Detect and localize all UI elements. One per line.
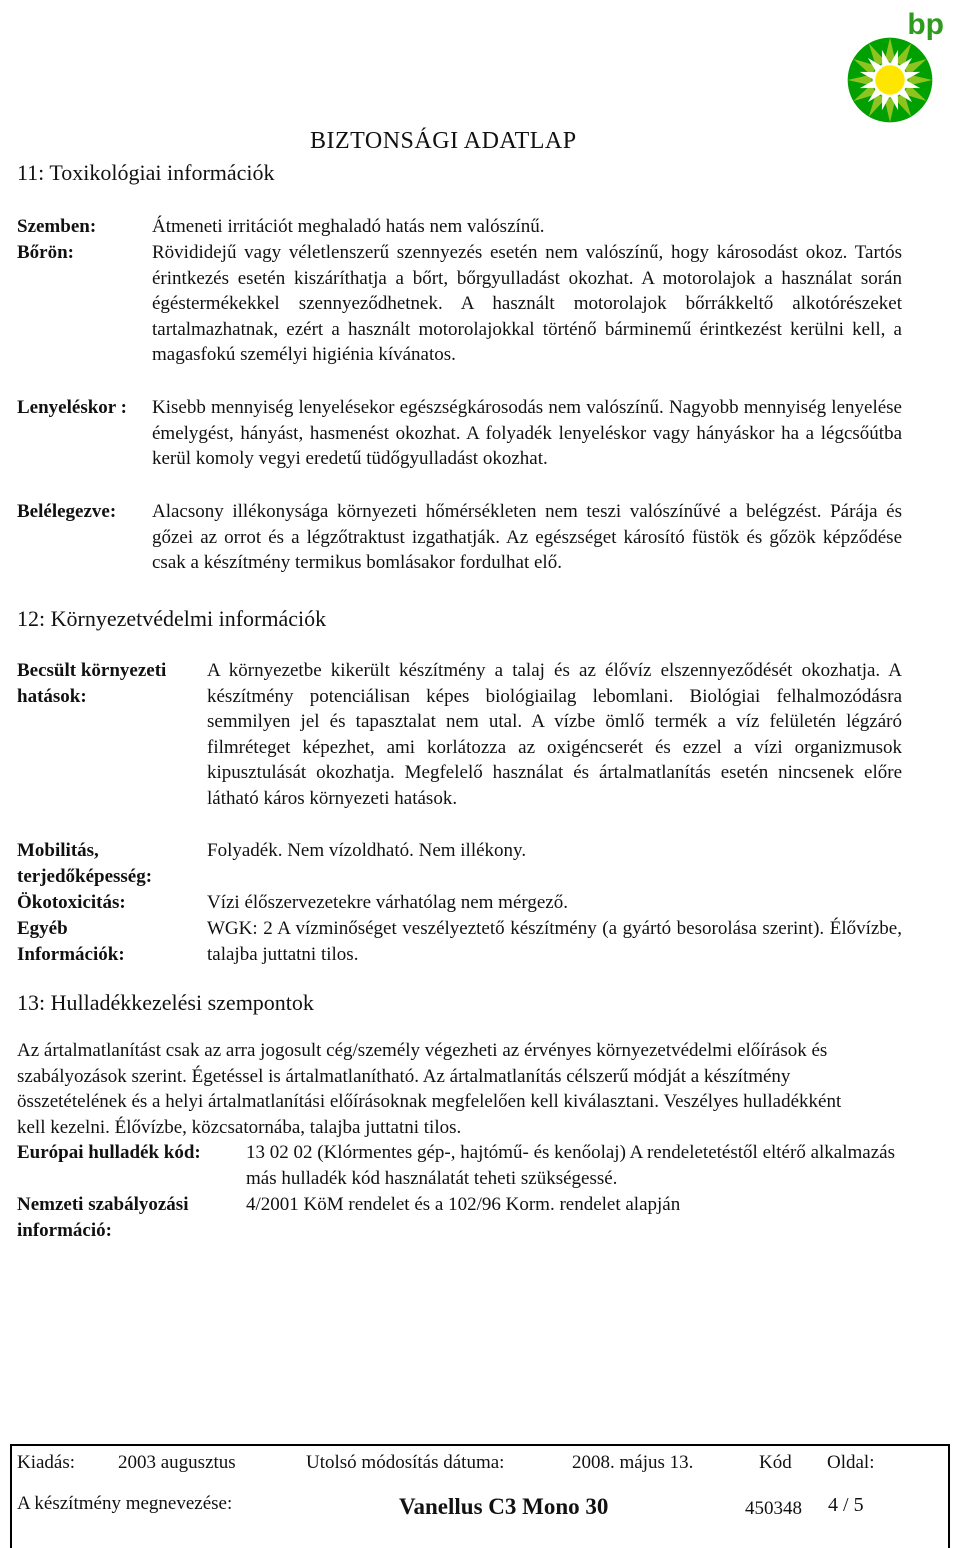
section-12-heading: 12: Környezetvédelmi információk [17,606,327,631]
text-okotoxicitas: Vízi élőszervezetekre várhatólag nem mérgező. [207,892,568,913]
label-belelegezve: Belélegezve: [17,501,117,522]
label-okotoxicitas: Ökotoxicitás: [17,892,126,913]
footer-page-number [828,1494,864,1517]
footer-right-rule [948,1444,950,1548]
document-title: BIZTONSÁGI ADATLAP [310,128,577,154]
footer-kod-value: 450348 [745,1498,802,1519]
section-13-paragraph: Az ártalmatlanítást csak az arra jogosult cég/személy végezheti az érvényes környezetvédelmi előírások és szabályozások szerint. Égetéssel is ártalmatlanítható. Az ártalmatlanítás célszerű módját a készítmény összetételének és a helyi ártalmatlanítási előírásoknak megfelelően kell kiválasztani. Veszélyes hulladékként kell kezelni. Élővízbe, közcsatornába, talajba juttatni tilos. [17,1040,842,1138]
helios-sunflower-icon [844,34,936,126]
section-11-heading: 11: Toxikológiai információk [17,160,275,185]
text-lenyeleskor: Kisebb mennyiség lenyelésekor egészségkárosodás nem valószínű. Nagyobb mennyiség lenyelése émelygést, hányást, hasmenést okozhat. A folyadék lenyeléskor vagy hányáskor ha a légcsőútba kerül komoly vegyi eredetű tüdőgyulladást okozhat. [152,397,902,469]
page-separator: / [843,1494,849,1516]
page-total: 5 [853,1494,864,1516]
label-szemben: Szemben: [17,216,97,237]
footer-kiadas-value: 2003 augusztus [118,1452,236,1473]
text-nemzeti: 4/2001 KöM rendelet és a 102/96 Korm. rendelet alapján [246,1194,681,1215]
brand-text: bp [907,8,944,41]
footer-top-rule [10,1444,950,1446]
label-nemzeti: Nemzeti szabályozási információ: [17,1194,189,1241]
footer-kiadas-label: Kiadás: [17,1452,76,1473]
page-current: 4 [828,1494,838,1516]
text-mobilitas: Folyadék. Nem vízoldható. Nem illékony. [207,840,527,861]
label-mobilitas: Mobilitás, terjedőképesség: [17,840,153,887]
label-europai-kod: Európai hulladék kód: [17,1142,201,1163]
label-egyeb: Egyéb Információk: [17,918,125,965]
footer-modositas-label: Utolsó módosítás dátuma: [306,1452,505,1473]
text-becsult: A környezetbe kikerült készítmény a talaj és az élővíz elszennyeződését okozhatja. A készítmény potenciálisan képes biológiailag lebomlani. Biológiai felhalmozódásra semmilyen jel és tapasztalat nem utal. A vízbe ömlő termék a víz felületén légzáró filmréteget képezhet, ami korlátozza az oxigéncserét és ezzel a vízi organizmusok kipusztulását okozhatja. Megfelelő használat és ártalmatlanítás esetén nincsenek előre látható káros környezeti hatások. [207,660,902,809]
bp-logo [838,8,950,126]
label-lenyeleskor: Lenyeléskor : [17,397,127,418]
text-boron: Rövididejű vagy véletlenszerű szennyezés esetén nem valószínű, hogy károsodást okoz. Tartós érintkezés esetén kiszáríthatja a bőrt, bőrgyulladást okozhat. A motorolajok a használat során égéstermékekkel szennyeződhetnek. A használt motorolajok bőrrákkeltő alkotórészeket tartalmazhatnak, ezért a használt motorolajokkal történő bárminemű érintkezést kerülni kell, a magasfokú személyi higiénia kívánatos. [152,242,902,365]
footer-left-rule [10,1444,12,1548]
footer-kod-label: Kód [759,1452,792,1473]
label-boron: Bőrön: [17,242,74,263]
label-becsult: Becsült környezeti hatások: [17,660,167,707]
text-europai-kod: 13 02 02 (Klórmentes gép-, hajtómű- és kenőolaj) A rendeletetéstől eltérő alkalmazás más hulladék kód használatát teheti szükségessé. [246,1142,895,1189]
text-belelegezve: Alacsony illékonysága környezeti hőmérsékleten nem teszi valószínűvé a belégzést. Párája és gőzei az orrot és a légzőtraktust izgathatják. Az egészséget károsító füstök és gőzök képződése csak a készítmény termikus bomlásakor fordulhat elő. [152,501,902,573]
footer-product-name: Vanellus C3 Mono 30 [399,1494,609,1519]
text-szemben: Átmeneti irritációt meghaladó hatás nem valószínű. [152,216,545,237]
footer-oldal-label: Oldal: [827,1452,875,1473]
footer-modositas-value: 2008. május 13. [572,1452,694,1473]
text-egyeb: WGK: 2 A vízminőséget veszélyeztető készítmény (a gyártó besorolása szerint). Élővízbe, talajba juttatni tilos. [207,918,902,965]
footer-product-label: A készítmény megnevezése: [17,1493,233,1514]
section-13-heading: 13: Hulladékkezelési szempontok [17,990,314,1015]
